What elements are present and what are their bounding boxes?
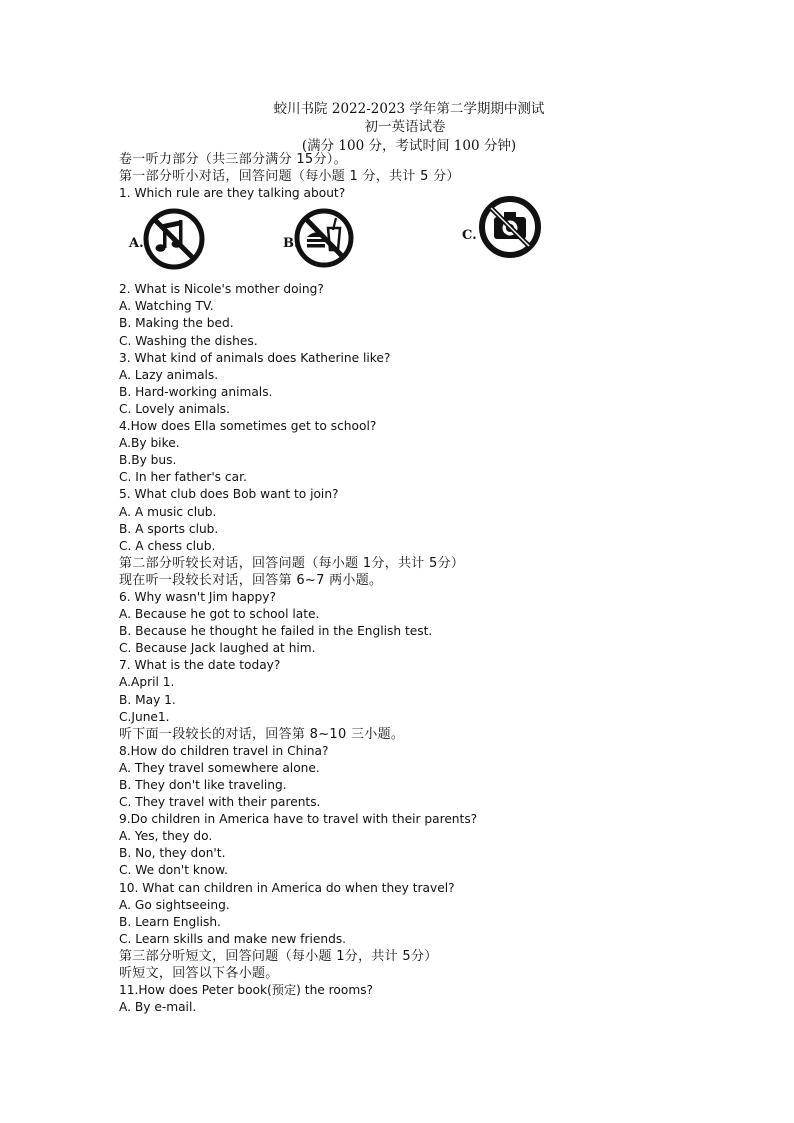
line: B. Hard-working animals. [119,384,273,399]
part-intro: 卷一听力部分（共三部分满分 15分）。 [119,152,347,167]
line: 8.How do children travel in China? [119,743,329,758]
exam-body [119,151,739,1016]
line: A. Yes, they do. [119,829,213,844]
line: B. Learn English. [119,914,221,929]
line: B.By bus. [119,453,177,468]
line: A.April 1. [119,675,175,690]
section3-heading: 第三部分听短文，回答问题（每小题 1分，共计 5分） [119,948,438,964]
line: C. A chess club. [119,538,216,553]
no-eating-drinking-icon [292,204,356,272]
line: 11.How does Peter book(预定) the rooms? [119,983,374,998]
line: B. They don't like traveling. [119,778,287,792]
line: 9.Do children in America have to travel with their parents? [119,812,478,827]
no-music-icon [141,206,207,272]
line: C. Lovely animals. [119,401,231,416]
no-photography-icon [477,194,543,260]
line: B. A sports club. [119,521,219,536]
exam-note: (满分 100 分，考试时间 100 分钟) [301,138,517,154]
exam-subtitle: 初一英语试卷 [364,119,446,135]
option-a-label: A. [129,236,144,252]
line: 7. What is the date today? [119,658,281,673]
line: 6. Why wasn't Jim happy? [119,589,276,604]
line: C. In her father's car. [119,470,247,485]
line: A. By e-mail. [119,1000,197,1015]
line: B. May 1. [119,692,176,707]
line: 4.How does Ella sometimes get to school? [119,419,377,434]
line: C.June1. [119,709,170,724]
line: C. Because Jack laughed at him. [119,641,316,656]
option-b-label: B. [283,236,299,252]
line: C. Learn skills and make new friends. [119,931,347,946]
line: B. No, they don't. [119,846,226,861]
line: 听短文，回答以下各小题。 [119,966,279,982]
option-c-label: C. [462,228,477,244]
question-1: 1. Which rule are they talking about? [119,186,346,201]
line: A. Go sightseeing. [119,897,230,912]
line: A. Watching TV. [119,299,214,314]
line: A.By bike. [119,436,180,451]
line: C. Washing the dishes. [119,333,258,348]
line: 5. What club does Bob want to join? [119,487,339,502]
line: A. A music club. [119,504,217,519]
line: A. Lazy animals. [119,367,219,382]
line: C. They travel with their parents. [119,795,321,810]
line: 3. What kind of animals does Katherine like? [119,350,391,365]
exam-title: 蛟川书院 2022-2023 学年第二学期期中测试 [273,101,545,117]
line: 听下面一段较长的对话，回答第 8~10 三小题。 [119,726,405,742]
line: B. Making the bed. [119,316,234,331]
line: 2. What is Nicole's mother doing? [119,282,324,297]
line: A. They travel somewhere alone. [119,760,320,775]
section1-heading: 第一部分听小对话，回答问题（每小题 1 分，共计 5 分） [119,169,460,185]
line: 现在听一段较长对话，回答第 6~7 两小题。 [119,572,383,588]
line: 10. What can children in America do when they travel? [119,880,455,895]
section2-heading: 第二部分听较长对话，回答问题（每小题 1分，共计 5分） [119,555,465,571]
line: C. We don't know. [119,863,228,878]
line: A. Because he got to school late. [119,607,320,622]
line: B. Because he thought he failed in the English test. [119,624,433,639]
question-1-options [119,202,739,281]
